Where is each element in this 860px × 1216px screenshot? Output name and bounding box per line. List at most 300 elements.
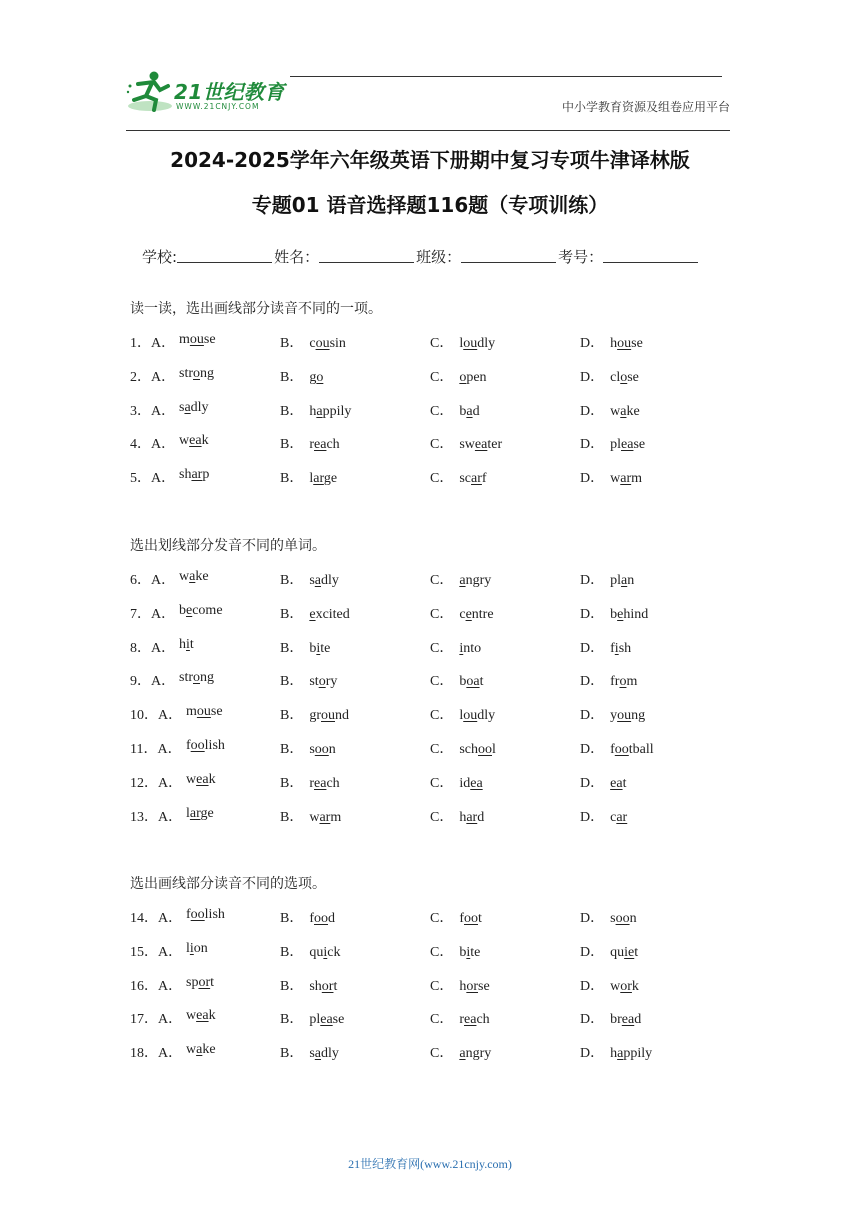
question-row	[130, 738, 750, 758]
option-letter: C．	[430, 708, 454, 724]
word-part: f	[309, 911, 315, 926]
option-a[interactable]	[179, 603, 223, 619]
option-letter: C．	[430, 606, 454, 622]
word-part: b	[309, 640, 317, 656]
underlined-part: ar	[313, 471, 324, 487]
word-part: ngry	[465, 573, 492, 588]
underlined-part: e	[309, 606, 316, 622]
option-letter: C．	[430, 336, 454, 351]
option-b[interactable]	[280, 433, 340, 453]
word-part: ch	[476, 1012, 490, 1028]
word-part: pl	[610, 573, 622, 588]
word-part: h	[459, 809, 467, 825]
word-part: str	[179, 670, 193, 686]
option-letter: C．	[430, 674, 454, 690]
word-part: t	[622, 775, 627, 791]
underlined-part: ea	[610, 775, 623, 791]
option-d[interactable]	[580, 467, 642, 487]
word-part: sc	[459, 471, 472, 487]
word-part: se	[478, 978, 490, 994]
option-c[interactable]	[430, 603, 494, 623]
underlined-part: ou	[463, 336, 478, 351]
underlined-part: ou	[315, 336, 330, 351]
word-part: lish	[204, 738, 225, 753]
question-number: 2．A．	[130, 369, 176, 385]
underlined-part: a	[466, 403, 473, 419]
underlined-part: i	[459, 640, 464, 656]
underlined-part: or	[620, 978, 632, 994]
question-number: 17．A．	[130, 1012, 183, 1028]
option-d[interactable]	[580, 366, 639, 386]
word-part: b	[610, 606, 618, 622]
option-letter: B．	[280, 336, 304, 351]
question-row	[130, 806, 750, 826]
word-part: ng	[200, 365, 214, 381]
underlined-part: i	[316, 640, 321, 656]
underlined-part: a	[459, 1046, 466, 1062]
word-part: on	[193, 940, 208, 956]
question-row	[130, 941, 750, 961]
question-row	[130, 400, 750, 420]
option-d[interactable]	[580, 603, 648, 623]
option-c[interactable]	[430, 366, 487, 386]
option-b[interactable]	[280, 907, 335, 927]
platform-text: 中小学教育资源及组卷应用平台	[561, 100, 730, 114]
class-label: 班级：	[416, 248, 462, 266]
underlined-part: ou	[196, 704, 211, 720]
option-letter: B．	[280, 775, 304, 791]
word-part: f	[610, 742, 615, 757]
option-letter: B．	[280, 573, 304, 588]
word-part: w	[186, 771, 197, 787]
option-letter: B．	[280, 369, 304, 385]
word-part: f	[481, 471, 487, 487]
option-letter: D．	[580, 911, 605, 926]
word-part: cl	[610, 369, 621, 385]
option-b[interactable]	[280, 772, 340, 792]
exam-no-blank[interactable]	[603, 246, 698, 263]
word-part: h	[610, 336, 618, 351]
option-d[interactable]	[580, 941, 638, 961]
option-a[interactable]	[179, 637, 194, 653]
word-part: d	[472, 403, 480, 419]
question-number: 18．A．	[130, 1046, 183, 1062]
word-part: sh	[618, 640, 632, 656]
option-b[interactable]	[280, 400, 351, 420]
word-part: r	[309, 775, 315, 791]
title-line-2: 专题01 语音选择题116题（专项训练）	[251, 193, 609, 217]
underlined-part: ea	[621, 437, 634, 453]
word-part: m	[626, 674, 638, 690]
option-a[interactable]	[186, 738, 225, 754]
underlined-part: a	[621, 573, 628, 588]
option-a[interactable]	[186, 704, 223, 720]
word-part: n	[627, 573, 635, 588]
option-letter: D．	[580, 944, 605, 960]
word-part: ge	[200, 805, 214, 821]
option-letter: D．	[580, 403, 605, 419]
student-info-line	[142, 246, 700, 267]
word-part: br	[610, 1012, 622, 1028]
word-part: nto	[463, 640, 482, 656]
option-letter: D．	[580, 573, 605, 588]
word-part: f	[459, 911, 465, 926]
word-part: sin	[329, 336, 346, 351]
word-part: t	[189, 636, 194, 652]
option-d[interactable]	[580, 704, 645, 724]
word-part: r	[459, 1012, 465, 1028]
word-part: ge	[323, 471, 338, 487]
question-row	[130, 366, 750, 386]
word-part: h	[459, 978, 467, 994]
option-b[interactable]	[280, 1008, 344, 1028]
word-part: w	[610, 471, 621, 487]
underlined-part: oo	[614, 742, 629, 757]
question-row	[130, 1008, 750, 1028]
option-letter: D．	[580, 1012, 605, 1028]
option-letter: C．	[430, 978, 454, 994]
school-label: 学校:	[142, 248, 178, 266]
underlined-part: o	[459, 369, 467, 385]
option-d[interactable]	[580, 772, 626, 792]
underlined-part: ar	[471, 471, 482, 487]
question-row	[130, 975, 750, 995]
option-letter: C．	[430, 1046, 454, 1062]
option-c[interactable]	[430, 467, 487, 487]
option-letter: B．	[280, 911, 304, 926]
word-part: qu	[309, 944, 324, 960]
option-a[interactable]	[179, 433, 209, 449]
option-b[interactable]	[280, 704, 349, 724]
word-part: s	[309, 573, 315, 588]
option-b[interactable]	[280, 366, 323, 386]
option-b[interactable]	[280, 332, 346, 352]
option-c[interactable]	[430, 670, 483, 690]
option-b[interactable]	[280, 637, 330, 657]
word-part: ngry	[465, 1046, 492, 1062]
word-part: ter	[487, 437, 503, 453]
word-part: pen	[466, 369, 487, 385]
underlined-part: o	[619, 674, 627, 690]
word-part: gr	[309, 708, 322, 724]
footer-text: 21世纪教育网(www.21cnjy.com)	[348, 1157, 512, 1171]
option-b[interactable]	[280, 1042, 339, 1062]
underlined-part: o	[620, 369, 628, 385]
word-part: b	[459, 403, 467, 419]
option-letter: B．	[280, 437, 304, 453]
underlined-part: i	[186, 636, 190, 652]
word-part: s	[610, 911, 616, 926]
option-c[interactable]	[430, 738, 496, 758]
word-part: pl	[309, 1012, 321, 1028]
option-c[interactable]	[430, 772, 483, 792]
word-part: dly	[477, 336, 496, 351]
word-part: k	[208, 1008, 216, 1024]
word-part: w	[309, 809, 320, 825]
word-part: ch	[326, 775, 340, 791]
word-part: s	[309, 742, 315, 757]
option-a[interactable]	[179, 569, 209, 585]
option-b[interactable]	[280, 603, 350, 623]
school-blank[interactable]	[177, 246, 272, 263]
option-d[interactable]	[580, 670, 637, 690]
option-b[interactable]	[280, 467, 337, 487]
question-row	[130, 907, 750, 927]
option-letter: D．	[580, 606, 605, 622]
underlined-part: oo	[190, 907, 205, 922]
header-rule-top	[290, 76, 722, 77]
option-letter: D．	[580, 674, 605, 690]
underlined-part: oo	[190, 738, 205, 753]
word-part: m	[631, 471, 643, 487]
underlined-part: ar	[319, 809, 331, 825]
underlined-part: o	[193, 670, 200, 686]
word-part: l	[459, 708, 464, 724]
option-letter: C．	[430, 911, 454, 926]
option-d[interactable]	[580, 637, 631, 657]
word-part: t	[634, 944, 639, 960]
word-part: ck	[327, 944, 341, 960]
option-c[interactable]	[430, 907, 482, 927]
word-part: m	[330, 809, 342, 825]
word-part: p	[202, 467, 210, 483]
option-letter: C．	[430, 403, 454, 419]
word-part: t	[210, 974, 215, 990]
underlined-part: i	[189, 940, 194, 956]
class-blank[interactable]	[461, 246, 556, 263]
underlined-part: ea	[314, 775, 327, 791]
underlined-part: a	[184, 399, 191, 415]
word-part: ppily	[322, 403, 352, 419]
option-letter: C．	[430, 742, 454, 757]
option-b[interactable]	[280, 806, 341, 826]
word-part: b	[459, 944, 467, 960]
question-number: 13．A．	[130, 809, 183, 825]
option-letter: D．	[580, 775, 605, 791]
underlined-part: or	[466, 978, 479, 994]
word-part: nd	[335, 708, 350, 724]
option-d[interactable]	[580, 907, 637, 927]
option-b[interactable]	[280, 670, 337, 690]
word-part: l	[492, 742, 496, 757]
question-row	[130, 467, 750, 487]
word-part: hind	[623, 606, 649, 622]
word-part: l	[459, 336, 464, 351]
underlined-part: ie	[624, 944, 635, 960]
word-part: come	[192, 602, 223, 618]
header-rule-bottom	[126, 130, 730, 131]
word-part: k	[631, 978, 639, 994]
option-a[interactable]	[179, 400, 209, 416]
option-d[interactable]	[580, 806, 627, 826]
option-c[interactable]	[430, 806, 484, 826]
question-number: 16．A．	[130, 978, 183, 994]
word-part: c	[610, 809, 617, 825]
underlined-part: ea	[196, 771, 209, 787]
question-number: 10．A．	[130, 708, 183, 724]
word-part: ke	[626, 403, 640, 419]
option-c[interactable]	[430, 1008, 490, 1028]
option-letter: D．	[580, 978, 605, 994]
option-letter: D．	[580, 809, 605, 825]
option-letter: D．	[580, 742, 605, 757]
option-c[interactable]	[430, 400, 480, 420]
option-a[interactable]	[179, 467, 209, 483]
word-part: d	[328, 911, 336, 926]
option-a[interactable]	[186, 772, 216, 788]
word-part: sh	[309, 978, 322, 994]
word-part: f	[186, 738, 191, 753]
option-c[interactable]	[430, 1042, 491, 1062]
underlined-part: ea	[196, 1008, 209, 1024]
underlined-part: ea	[320, 1012, 333, 1028]
question-number: 4．A．	[130, 437, 176, 453]
word-part: k	[208, 771, 216, 787]
word-part: dly	[321, 573, 339, 588]
option-letter: B．	[280, 674, 304, 690]
name-blank[interactable]	[319, 246, 414, 263]
word-part: t	[478, 911, 482, 926]
option-d[interactable]	[580, 433, 645, 453]
question-number: 12．A．	[130, 775, 183, 791]
question-number: 14．A．	[130, 911, 183, 926]
option-letter: B．	[280, 403, 304, 419]
title-line-1: 2024-2025学年六年级英语下册期中复习专项牛津译林版	[170, 148, 690, 172]
underlined-part: a	[196, 1042, 203, 1058]
option-a[interactable]	[186, 941, 208, 957]
word-part: sw	[459, 437, 475, 453]
word-part: ry	[325, 674, 338, 690]
underlined-part: o	[318, 674, 326, 690]
underlined-part: ar	[189, 805, 201, 821]
exam-no-label: 考号：	[558, 248, 604, 266]
word-part: id	[459, 775, 471, 791]
option-d[interactable]	[580, 569, 634, 589]
option-b[interactable]	[280, 738, 336, 758]
option-letter: D．	[580, 437, 605, 453]
word-part: t	[333, 978, 338, 994]
underlined-part: oo	[314, 742, 329, 757]
underlined-part: a	[459, 573, 466, 588]
option-c[interactable]	[430, 637, 481, 657]
option-a[interactable]	[179, 332, 216, 348]
option-a[interactable]	[186, 975, 214, 991]
question-row	[130, 637, 750, 657]
option-letter: C．	[430, 775, 454, 791]
option-c[interactable]	[430, 332, 495, 352]
underlined-part: ea	[474, 437, 488, 453]
word-part: qu	[610, 944, 625, 960]
option-d[interactable]	[580, 738, 654, 758]
underlined-part: ou	[617, 336, 632, 351]
word-part: d	[634, 1012, 642, 1028]
underlined-part: a	[314, 573, 322, 588]
word-part: se	[633, 437, 646, 453]
question-row	[130, 670, 750, 690]
option-letter: C．	[430, 471, 454, 487]
option-a[interactable]	[179, 366, 214, 382]
word-part: tball	[628, 742, 654, 757]
underlined-part: e	[465, 606, 472, 622]
option-letter: D．	[580, 336, 605, 351]
word-part: c	[309, 336, 316, 351]
underlined-part: ea	[189, 433, 202, 449]
word-part: se	[210, 704, 223, 720]
word-part: b	[179, 602, 186, 618]
word-part: dly	[477, 708, 496, 724]
underlined-part: a	[617, 1046, 624, 1062]
underlined-part: ar	[191, 467, 203, 483]
logo-subtext: WWW.21CNJY.COM	[176, 102, 260, 111]
option-letter: C．	[430, 944, 454, 960]
option-c[interactable]	[430, 569, 491, 589]
question-row	[130, 569, 750, 589]
question-row	[130, 1042, 750, 1062]
underlined-part: oo	[314, 911, 329, 926]
question-row	[130, 332, 750, 352]
option-c[interactable]	[430, 704, 495, 724]
option-a[interactable]	[186, 1042, 216, 1058]
underlined-part: ou	[321, 708, 336, 724]
question-row	[130, 772, 750, 792]
word-part: h	[179, 636, 186, 652]
option-d[interactable]	[580, 1008, 641, 1028]
underlined-part: ar	[616, 809, 628, 825]
word-part: c	[459, 606, 466, 622]
word-part: str	[179, 365, 193, 381]
word-part: dly	[190, 399, 209, 415]
word-part: w	[179, 569, 190, 584]
option-d[interactable]	[580, 332, 643, 352]
option-a[interactable]	[186, 806, 214, 822]
option-b[interactable]	[280, 569, 339, 589]
option-c[interactable]	[430, 433, 502, 453]
option-c[interactable]	[430, 941, 480, 961]
question-row	[130, 704, 750, 724]
question-number: 7．A．	[130, 606, 176, 622]
option-d[interactable]	[580, 1042, 652, 1062]
word-part: lish	[204, 907, 225, 922]
option-a[interactable]	[186, 907, 225, 923]
word-part: ke	[202, 1042, 216, 1058]
word-part: y	[610, 708, 618, 724]
word-part: k	[201, 433, 209, 449]
word-part: w	[186, 1008, 197, 1024]
option-letter: D．	[580, 369, 605, 385]
option-d[interactable]	[580, 975, 639, 995]
word-part: l	[309, 471, 314, 487]
underlined-part: a	[189, 569, 196, 584]
option-letter: B．	[280, 944, 304, 960]
logo-text: 21世纪教育	[174, 80, 285, 104]
option-letter: D．	[580, 471, 605, 487]
option-d[interactable]	[580, 400, 640, 420]
section-instruction: 选出画线部分读音不同的选项。	[130, 876, 326, 892]
word-part: h	[309, 403, 317, 419]
option-a[interactable]	[186, 1008, 216, 1024]
option-letter: C．	[430, 809, 454, 825]
option-letter: B．	[280, 640, 304, 656]
option-letter: D．	[580, 708, 605, 724]
underlined-part: ea	[470, 775, 483, 791]
option-b[interactable]	[280, 941, 340, 961]
option-letter: B．	[280, 742, 304, 757]
word-part: s	[179, 399, 185, 415]
option-b[interactable]	[280, 975, 337, 995]
option-c[interactable]	[430, 975, 490, 995]
option-a[interactable]	[179, 670, 214, 686]
word-part: s	[309, 1046, 315, 1062]
